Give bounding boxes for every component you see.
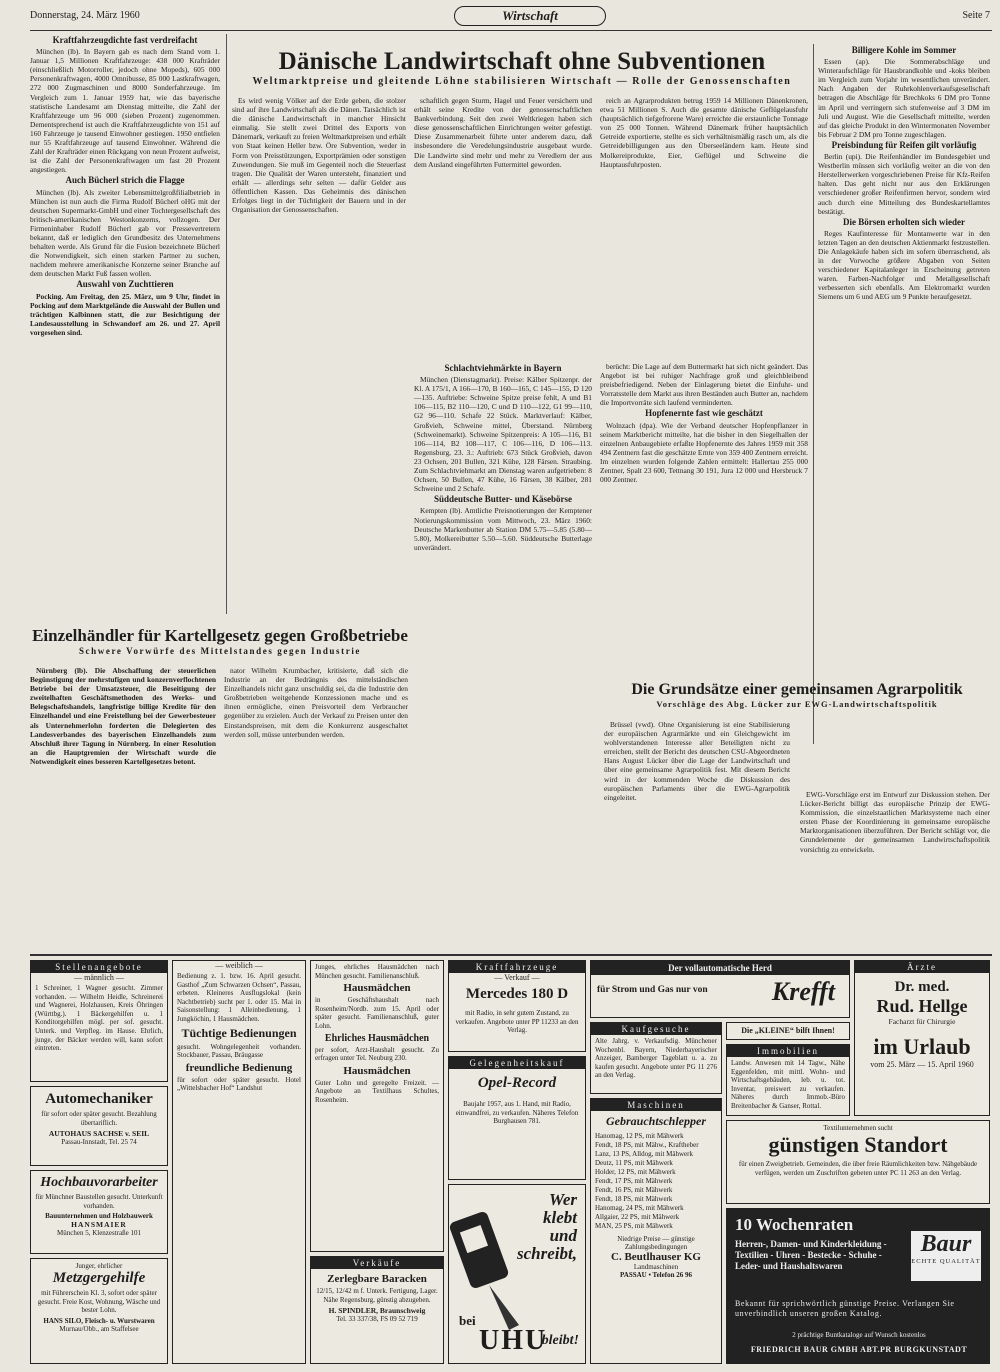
baur-logo-subtitle: ECHTE QUALITÄT	[911, 1258, 981, 1265]
ad-section-bar: Gelegenheitskauf	[449, 1057, 585, 1069]
ad-text: Die „KLEINE“ bilft Ihnen!	[741, 1026, 835, 1035]
ad-note: Niedrige Preise — günstige Zahlungsbedingungen	[617, 1235, 695, 1251]
article-body: Wolnzach (dpa). Wie der Verband deutscher Hopfenpflanzer in seinem Marktbericht mitteilte, hat die bisher in den Siegelhallen der einzelnen Anbaugebiete erfaßte Hopfenernte des Jahres 1959 mit 358 494 Zentnern fast die geschätzte Ernte von 359 400 Zentnern erreicht. Im einzelnen wurden folgende Zahlen ermittelt: Hallertau 255 000 Zentner, Spalt 23 600, Tettnang 30 191, Jura 12 000 und Hersbruck 7 000 Zentner.	[600, 420, 808, 485]
ad-job-offers	[30, 960, 168, 1082]
ad-subtitle: — Verkauf —	[494, 973, 540, 982]
ad-text: für Münchner Baustellen gesucht. Unterkunft vorhanden.	[35, 1193, 163, 1210]
ad-text: Guter Lohn und geregelte Freizeit. — Angebote an Textilhaus Schultes, Rosenheim.	[315, 1078, 439, 1104]
ad-section-bar: Immobilien	[727, 1045, 849, 1057]
article-headline: Preisbindung für Reifen gilt vorläufig	[831, 139, 977, 150]
ad-opel	[448, 1056, 586, 1180]
ad-title: Zerlegbare Baracken	[327, 1273, 427, 1285]
ad-firm: Bauunternehmen und Holzbauwerk	[45, 1212, 153, 1221]
ad-firm: AUTOHAUS SACHSE v. SEIL	[48, 1129, 150, 1139]
page-header	[30, 6, 990, 28]
list-item: Deutz, 11 PS, mit Mähwerk	[595, 1159, 673, 1167]
hopfen-report	[600, 362, 808, 652]
ad-pretitle: Junger, ehrlicher	[75, 1262, 123, 1270]
ad-text: Bedienung z. 1. bzw. 16. April gesucht. Gasthof „Zum Schwarzen Ochsen“, Passau, erbeten. Kleineres Ausflugslokal (kein Nachtbetrieb) sucht per 1. oder 15. Mai in Saisonstellung: 1 Alleinbedienung, 1 Jungköchin, 1 Hausmädchen.	[177, 972, 301, 1023]
ad-text: Baujahr 1957, aus 1. Hand, mit Radio, einwandfrei, zu verkaufen. Näheres Telefon Burghausen 781.	[455, 1100, 579, 1126]
ad-title: Hausmädchen	[343, 1064, 411, 1077]
ad-title: Opel-Record	[477, 1075, 557, 1091]
ad-title: Hochbauvorarbeiter	[40, 1175, 158, 1190]
ad-hochbau	[30, 1170, 168, 1254]
ad-metzger	[30, 1258, 168, 1364]
ad-firm: HANS SILO, Fleisch- u. Wurstwaren	[43, 1316, 155, 1325]
ad-note: 2 prächtige Buntkataloge auf Wunsch kostenlos	[792, 1331, 926, 1339]
list-item: Allgaier, 22 PS, mit Mähwerk	[595, 1213, 680, 1221]
ad-automechaniker	[30, 1086, 168, 1166]
ad-text: 12/15, 12/42 m f. Unterk. Fertigung, Lager. Nähe Regensburg, günstig abzugeben.	[316, 1287, 438, 1304]
ad-title: Automechaniker	[45, 1091, 153, 1107]
main-article-col2	[414, 96, 592, 356]
article-body: reich an Agrarprodukten betrug 1959 14 Millionen Dänenkronen, etwa 51 Millionen S. Auch die gesamte dänische Geflügelausfuhr (hauptsächlich tiefgefrorene Ware) erreichte die erstaunliche Tonnage von 25 000 Tonnen. Während Dänemark früher hauptsächlich Getreide exportierte, stellte es sich verhältnismäßig rasch um, als die Getreidebilligungen aus den Überseeländern kam. Heute sind Molkereiprodukte, Eier, Geflügel und Schweine die Hauptausfuhrposten.	[600, 96, 808, 169]
ad-krefft	[590, 960, 850, 1018]
uhu-logo: UHU	[479, 1325, 548, 1356]
ad-text: für einen Zweigbetrieb. Gemeinden, die über freie Räumlichkeiten bzw. Nähgebäude verfügen, werden um Zuschriften gebeten unter PC 11 263 an den Verlag.	[738, 1160, 978, 1177]
ad-text: Junges, ehrliches Hausmädchen nach München gesucht. Familienanschluß.	[315, 963, 439, 980]
ad-text: Der vollautomatische Herd	[591, 961, 849, 975]
article-body: Berlin (upi). Die Reifenhändler im Bundesgebiet und Westberlin müssen sich vorläufig weiter an die von den Herstellerwerken vorgeschriebenen Preise für Kfz-Reifen halten. Das geht nicht nur aus den Erklärungen verschiedener großer Reifenfirmen hervor, sondern wird auch durch eine Mitteilung des Bundeskartellamtes bestätigt.	[818, 152, 990, 216]
article-body: Kempten (lb). Amtliche Preisnotierungen der Kemptener Notierungskommission vom Mittwoch, 23. März 1960: Deutsche Markenbutter ab Station DM 5.75—5.85 (5.80—5.80), Molkereibutter 5.50—5.60. Süddeutsche Butterlage unverändert.	[414, 506, 592, 552]
ad-baur	[726, 1208, 990, 1364]
article-body: Brüssel (vwd). Ohne Organisierung ist eine Stabilisierung der europäischen Agrarmärkte und ein Gleichgewicht im wohlverstandenen Interesse aller Beteiligten nicht zu erreichen, stellt der Bericht des deutschen CSU-Abgeordneten Hans August Lücker über die Lage der Landwirtschaft und über eine gemeinsame Agrarpolitik fest. Mit diesem Bericht wird in der kommenden Woche die Diskussion des europäischen Parlaments über die EWG-Agrarpolitik eingeleitet.	[604, 720, 790, 802]
ad-subtitle: — männlich —	[74, 973, 124, 982]
ad-text: 1 Schreiner, 1 Wagner gesucht. Zimmer vorhanden. — Wilhelm Heidle, Schreinerei und Wagnerei, Holzhausen, Kreis Öhringen (Württbg.). 1 Bäckergehilfen u. 1 Konditorgehilfen mögl. per sof. gesucht. Unterk. und Verpfleg. im Hause. Ehrlich, junge, der Bäcker werden will, kann sofort eintreten.	[35, 984, 163, 1053]
ad-section-bar: Kaufgesuche	[591, 1023, 721, 1035]
list-item: MAN, 25 PS, mit Mähwerk	[595, 1222, 673, 1230]
right-column	[818, 44, 990, 784]
main-article-subheadline: Weltmarktpreise und gleitende Löhne stabilisieren Wirtschaft — Rolle der Genossenschaften	[252, 76, 792, 87]
main-article-headline: Dänische Landwirtschaft ohne Subventionen	[278, 48, 766, 75]
list-item: Hanomag, 12 PS, mit Mähwerk	[595, 1132, 684, 1140]
ad-firm-name: HANSMAIER	[71, 1220, 127, 1230]
ad-address: PASSAU • Telefon 26 96	[620, 1271, 692, 1279]
column-divider	[226, 34, 227, 614]
ad-section-bar: Ärzte	[855, 961, 989, 973]
ad-text: gesucht. Wohngelegenheit vorhanden. Stockbauer, Passau, Bräugasse	[177, 1042, 301, 1060]
krefft-logo: Krefft	[771, 977, 835, 1006]
main-article-col1	[232, 96, 406, 616]
agrar-article-col1	[604, 720, 790, 948]
uhu-slogan: Wer	[548, 1190, 577, 1209]
article-body: schaftlich gegen Sturm, Hagel und Feuer versichern und erhält seine Kredite von der genossenschaftlichen Bankverbindung. Seit den zwei Weltkriegen haben sich diese genossenschaftlichen Einrichtungen weiter gefestigt. Diese Zusammenarbeit führte unter anderem dazu, daß insbesondere die Veredelungsindustrie ausgebaut wurde. Die Landwirte sind mehr und mehr zu Veredlern der aus dem Ausland eingeführten Futtermittel geworden.	[414, 96, 592, 169]
ad-pretitle: Textilunternehmen sucht	[823, 1124, 893, 1132]
ad-text: Bekannt für sprichwörtlich günstige Preise. Verlangen Sie unverbindlich unseren großen Katalog.	[735, 1299, 955, 1318]
ad-section-bar: Stellenangebote	[31, 961, 167, 973]
article-headline: Auswahl von Zuchttieren	[76, 279, 174, 290]
doctor-status: im Urlaub	[873, 1034, 971, 1059]
baur-logo	[911, 1231, 981, 1281]
ad-uhu	[448, 1184, 586, 1364]
retail-article-col1	[30, 666, 216, 948]
ad-title: Dr. med.	[894, 979, 950, 995]
doctor-name: Rud. Hellge	[876, 996, 968, 1016]
agrar-article-subheadline: Vorschläge des Abg. Lücker zur EWG-Landwirtschaftspolitik	[656, 699, 938, 709]
list-item: Fendt, 18 PS, mit Mähwerk	[595, 1195, 673, 1203]
article-headline: Die Börsen erholten sich wieder	[843, 216, 965, 227]
list-item: Holder, 12 PS, mit Mähwerk	[595, 1168, 676, 1176]
header-rule	[30, 30, 992, 31]
uhu-slogan: klebt	[543, 1208, 577, 1227]
main-article-col3	[600, 96, 808, 356]
article-headline: Schlachtviehmärkte in Bayern	[444, 363, 562, 373]
article-headline: Hopfenernte fast wie geschätzt	[645, 408, 763, 419]
retail-article-headline-block	[30, 626, 410, 656]
ad-firm-subtitle: Landmaschinen	[633, 1263, 679, 1271]
baur-logo-text: Baur	[920, 1231, 972, 1257]
ad-text: in Geschäftshaushalt nach Rosenheim/Nordb. zum 15. April oder später gesucht. Familienanschluß, guter Lohn.	[315, 996, 439, 1030]
ad-barracks	[310, 1256, 444, 1364]
ad-cars	[448, 960, 586, 1052]
column-divider	[813, 44, 814, 744]
article-body: nator Wilhelm Krumbacher, kritisierte, daß sich die Industrie an der Bedrängnis des mittelständischen Einzelhandels nicht ganz unschuldig sei, da die Industrie den Großbetrieben weitgehende Konzessionen mache und es ihnen ermögliche, einen Preisvorteil dem Verbraucher gegenüber zu erzielen. Auch der Verkauf zu Preisen unter den Einstandspreisen, mit dem die Konkurrenz ausgeschaltet werden soll, müsse unterbunden werden.	[224, 666, 408, 739]
ad-title: freundliche Bedienung	[185, 1061, 293, 1074]
article-body: Pocking. Am Freitag, den 25. März, um 9 Uhr, findet in Pocking auf dem Marktgelände die Auswahl der Bullen und trächtigen Kalbinnen statt, die zur Besichtigung der Landesausstellung in Schwandorf am 26. und 27. April vorgesehen sind.	[30, 291, 220, 337]
ad-housemaids	[310, 960, 444, 1252]
article-body: Es wird wenig Völker auf der Erde geben, die stolzer sind auf ihre Landwirtschaft als die Dänen. Tatsächlich ist die dänische Landwirtschaft in mancher Hinsicht einmalig. Sie stellt zwei Drittel des Exports von Dänemark, verkauft zu freien Weltmarktpreisen und erhält von Staat keinen Heller bzw. Öre Subvention, weder in Form von Preisstützungen, Exportprämien oder sonstigen Zuwendungen. Sie muß im Gegenteil noch die Steuerlast tragen. Die Qualität der Waren untersteht, finanziert und erhält — allerdings sehr selten — dafür Gelder aus öffentlichen Kassen. Das Geheimnis des dänischen Erfolges liegt in der Tüchtigkeit der Bauern und in der Organisation der Genossenschaften.	[232, 96, 406, 215]
ad-firm: C. Beutlhauser KG	[611, 1251, 701, 1263]
ad-firm: H. SPINDLER, Braunschweig	[328, 1306, 426, 1316]
ad-section-bar: Maschinen	[591, 1099, 721, 1111]
ad-title: Mercedes 180 D	[465, 986, 569, 1002]
uhu-slogan: bei	[459, 1313, 476, 1328]
ad-text: für Strom und Gas nur von	[597, 985, 708, 995]
article-body: berücht: Die Lage auf dem Buttermarkt hat sich nicht geändert. Das Angebot ist bei ruhiger Nachfrage groß und gleichbleibend preisbefriedigend. Neben der Einlagerung bietet die Einfuhr- und Vorratsstelle dem Markt aus ihren Beständen auch Butter an, nachdem die Importvorräte sich laufend verminderten.	[600, 362, 808, 408]
uhu-slogan: und	[549, 1226, 577, 1245]
ad-address: Murnau/Obb., am Staffelsee	[59, 1324, 139, 1333]
ad-section-bar: Verkäufe	[311, 1257, 443, 1269]
ad-real-estate	[726, 1044, 850, 1116]
ad-location	[726, 1120, 990, 1204]
ad-subtitle: — weiblich —	[215, 961, 263, 970]
ad-phone: Tel. 33 337/38, FS 09 52 719	[336, 1315, 418, 1324]
ad-jobs-female	[172, 960, 306, 1364]
list-item: Fendt, 17 PS, mit Mähwerk	[595, 1177, 673, 1185]
ad-tractors	[590, 1098, 722, 1364]
retail-article-headline: Einzelhändler für Kartellgesetz gegen Großbetriebe	[32, 626, 408, 645]
ads-rule	[30, 954, 992, 956]
article-headline: Süddeutsche Butter- und Käsebörse	[434, 494, 572, 505]
article-body: München (lb). In Bayern gab es nach dem Stand vom 1. Januar 1,5 Millionen Kraftfahrzeuge: 438 000 Krafträder (einschließlich Motorroller, jedoch ohne Mopeds), 605 000 Personenkraftwagen, 4000 Omnibusse, 85 000 Lastkraftwagen, 272 000 Zugmaschinen und 8000 Sonderfahrzeuge. Im Vergleich zum 1. Januar 1959 hat, wie das bayerische statistische Landesamt am Dienstag mitteilte, die Zahl der Kraftfahrzeuge um 96 000 (sieben Prozent) zugenommen. Dementsprechend ist auch die Kraftfahrzeugdichte von 151 auf 160 Fahrzeuge je tausend Einwohner gestiegen. 1950 entfielen nur 55 Kraftfahrzeuge auf tausend Einwohner. Während die Zahl der Krafträder einen Rückgang von neun Prozent aufweist, ist die Zahl der Personenkraftwagen um fast 20 Prozent angestiegen.	[30, 47, 220, 175]
ad-text: Landw. Anwesen mit 14 Tagw., Nähe Eggenfelden, mit mittl. Wohn- und Wirtschaftsgebäuden, leb. u. tot. Inventar, preiswert zu verkaufen. Näheres durch Immob.-Büro Breitenbacher & Ganser, Rottal.	[731, 1059, 845, 1110]
uhu-slogan: bleibt!	[541, 1333, 579, 1348]
doctor-specialty: Facharzt für Chirurgie	[888, 1017, 956, 1026]
ad-text: Herren-, Damen- und Kinderkleidung - Textilien - Uhren - Bestecke - Schuhe - Leder- und Haushaltswaren	[735, 1239, 887, 1271]
ad-text: für sofort oder später gesucht. Bezahlung übertariflich.	[41, 1110, 157, 1127]
market-report	[414, 362, 592, 624]
article-body: Reges Kaufinteresse für Montanwerte war in den letzten Tagen an den deutschen Aktienmarkt festzustellen. Die Anlagekäufe haben sich im sofern überraschend, als in der Vorwoche größere Abgaben von Seiten verschiedener Kapitalanleger in Erscheinung getreten waren. Farben-Nachfolger und Metallgesellschaft verbesserten sich ebenfalls. Am Elektromarkt wurden Siemens um 6 und AEG um 9 Punkte heraufgesetzt.	[818, 228, 990, 302]
section-title: Wirtschaft	[454, 6, 606, 26]
main-article-headline-block	[232, 48, 812, 87]
article-body: Essen (ap). Die Sommerabschläge und Winteraufschläge für Hausbrandkohle und -koks bleiben im Vergleich zum Vorjahr im wesentlichen unverändert. Nach Angaben der Ruhrkohlenverkaufsgesellschaft betragen die Abschläge für Brechkoks 6 DM pro Tonne im April und verringern sich stufenweise auf 3 DM im Juli und August. Wie die Gesellschaft mitteilte, werden auf das gleiche Produkt in den Wintermonaten November bis Februar 2 DM pro Tonne zugeschlagen.	[818, 57, 990, 139]
article-body: München (Dienstagmarkt). Preise: Kälber Spitzenpr. der Kl. A 175/1, A 166—170, B 160—165, C 145—155, D 120—135. Auftriebe: Schweine Spitze preise fehlt, A und B1 106—115, B2 110—120, C und D 110—122, G1 99—110, G2 96—110. Schafe 22 Stück. Marktverlauf: Kälber, Großvieh, Schweine mittel, Überstand. Nürnberg (Schweinemarkt). Schweine Spitzenpreis: A 105—116, B1 106—114, B2 108—117, C 106—116, D 106—113. Regensburg, 23. 3.: Auftrieb: 673 Stück Großvieh, davon 23 Ochsen, 201 Bullen, 321 Kühe, 128 Färsen. Straubing. Zum Schlachtviehmarkt am Dienstag waren aufgetrieben: 8 Ochsen, 50 Bullen, 47 Kühe, 16 Färsen, 38 Kälber, 281 Schweine und 2 Schafe.	[414, 375, 592, 494]
ad-footer: FRIEDRICH BAUR GMBH ABT.PR BURGKUNSTADT	[750, 1345, 968, 1354]
ad-section-bar: Kraftfahrzeuge	[449, 961, 585, 973]
ad-title: 10 Wochenraten	[735, 1215, 854, 1234]
ad-text: Alte Jahrg. v. Verkaufsdig. Münchener Wochenbl. Bayern, Niederbayerischer Anzeiger, Bamberger Tageblatt u. a. zu kaufen gesucht. Angebote unter PG 11 276 an den Verlag.	[595, 1037, 717, 1080]
ad-purchase-requests	[590, 1022, 722, 1094]
ad-title: Gebrauchtschlepper	[606, 1114, 706, 1128]
ad-title: Ehrliches Hausmädchen	[324, 1032, 430, 1044]
ad-title: Tüchtige Bedienungen	[181, 1025, 297, 1040]
tractor-list	[591, 1132, 721, 1231]
list-item: Fendt, 18 PS, mit Mähw., Kraftheber	[595, 1141, 699, 1149]
ad-title: günstigen Standort	[768, 1132, 948, 1157]
agrar-article-col2	[800, 790, 990, 948]
list-item: Hanomag, 24 PS, mit Mähwerk	[595, 1204, 684, 1212]
uhu-slogan: schreibt,	[517, 1244, 577, 1263]
ad-kleine	[726, 1022, 850, 1040]
ad-text: per sofort, Arzt-Haushalt gesucht. Zu erfragen unter Tel. Neuburg 230.	[315, 1045, 439, 1063]
article-body: EWG-Vorschläge erst im Entwurf zur Diskussion stehen. Der Lücker-Bericht billigt das europäische Prinzip der EWG-Kommission, die einzelstaatlichen Marktsysteme nach einer ersten Phase der Koordinierung in gemeinsame europäische Marktorganisationen überzuführen. Der Bericht schlägt vor, die Grundelemente der gemeinsamen Landwirtschaftspolitik vorsichtig zu entwickeln.	[800, 790, 990, 854]
article-body: München (lb). Als zweiter Lebensmittelgroßfilialbetrieb in München ist nun auch die Firma Rudolf Bücherl oHG mit der deutschen Supermarkt-GmbH und einer Tochtergesellschaft des britisch-amerikanischen Westonkonzerns, vollzogen. Der Firmeninhaber Rudolf Bücherl gab vor Pressevertretern bekannt, daß er lediglich den Grundbesitz des Unternehmens behalten werde. Als Grund für die Fusion bezeichnete Bücherl die Notwendigkeit, sich einen starken Partner zu suchen, nachdem mehrere amerikanische Konzerne seiner Branche auf dem deutschen Markt Fuß fassen wollen.	[30, 187, 220, 279]
list-item: Fendt, 16 PS, mit Mähwerk	[595, 1186, 673, 1194]
ad-text: für sofort oder später gesucht. Hotel „Wittelsbacher Hof“ Landshut	[177, 1075, 301, 1093]
retail-article-col2	[224, 666, 408, 948]
ad-doctor	[854, 960, 990, 1116]
article-headline: Kraftfahrzeugdichte fast verdreifacht	[52, 35, 198, 45]
ad-address: München 5, Klenzestraße 101	[57, 1229, 141, 1238]
ad-address: Passau-Innstadt, Tel. 25 74	[61, 1138, 137, 1147]
agrar-article-headline-block	[604, 680, 990, 709]
list-item: Lanz, 13 PS, Alldog, mit Mähwerk	[595, 1150, 693, 1158]
doctor-dates: vom 25. März — 15. April 1960	[870, 1060, 974, 1069]
agrar-article-headline: Die Grundsätze einer gemeinsamen Agrarpolitik	[631, 681, 963, 698]
left-column	[30, 34, 220, 634]
article-headline: Billigere Kohle im Sommer	[851, 45, 957, 55]
issue-date: Donnerstag, 24. März 1960	[30, 10, 140, 21]
ad-text: mit Radio, in sehr gutem Zustand, zu verkaufen. Angebote unter PP 11233 an den Verlag.	[455, 1009, 579, 1035]
retail-article-subheadline: Schwere Vorwürfe des Mittelstandes gegen Industrie	[78, 646, 362, 656]
ad-title: Hausmädchen	[343, 982, 411, 995]
page-number: Seite 7	[962, 10, 990, 21]
ad-text: mit Führerschein Kl. 3, sofort oder später gesucht. Freie Kost, Wohnung, Wäsche und bester Lohn.	[37, 1289, 161, 1315]
article-headline: Auch Bücherl strich die Flagge	[65, 175, 185, 186]
ad-title: Metzgergehilfe	[52, 1270, 146, 1286]
article-body: Nürnberg (lb). Die Abschaffung der steuerlichen Begünstigung der mehrstufigen und konzernverflochtenen Betriebe bei der Umsatzsteuer, die Beseitigung der zweitelhaften Geschäftsmethoden des Werks- und Belegschaftshandels, langfristige billige Kredite für den Einzelhandel und eine Freistellung bei der Gewerbesteuer als Unternehmerlohn forderten die Delegierten des Landesverbandes des bayerischen Einzelhandels zum Abschluß ihrer Tagung in Nürnberg. In einer Resolution an die Hauptgremien der Wirtschaft wurde die Notwendigkeit eines besseren Kartellgesetzes betont.	[30, 666, 216, 766]
